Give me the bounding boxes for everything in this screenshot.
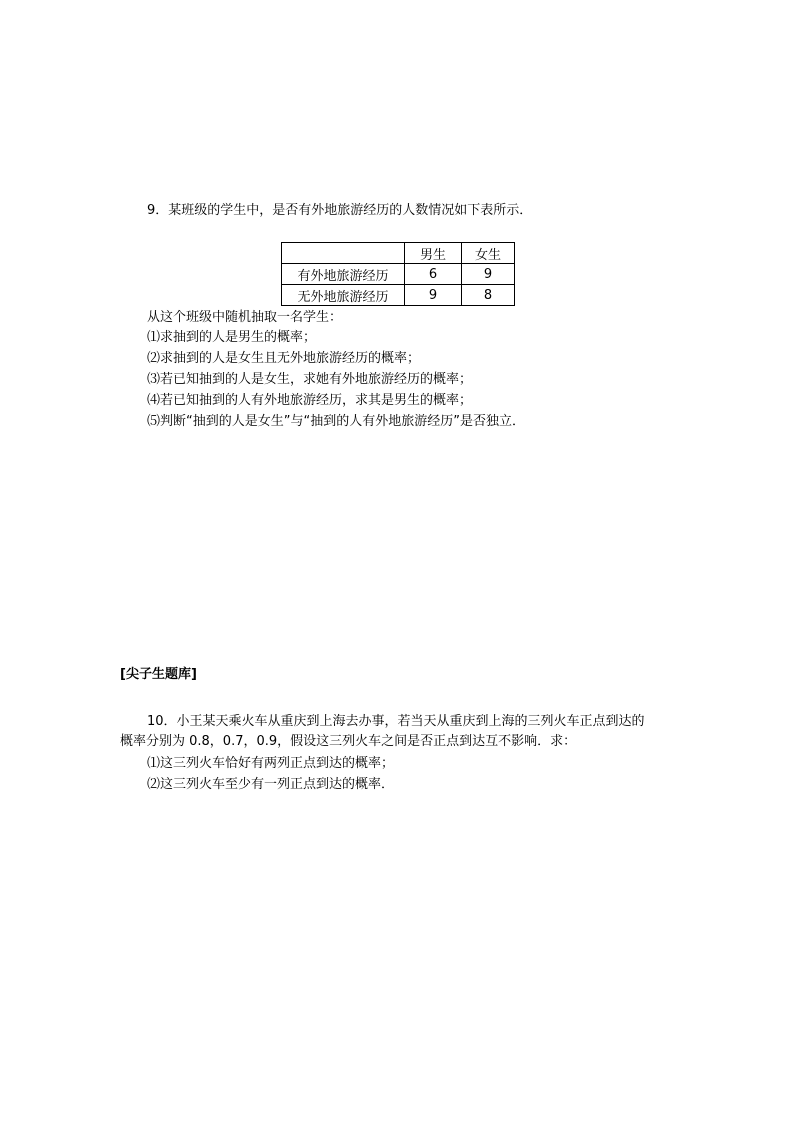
table-row [282,264,515,285]
table-header-row [282,243,515,264]
table-cell: 无外地旅游经历 [282,285,405,306]
question-10-part-2: ⑵这三列火车至少有一列正点到达的概率． [147,777,395,792]
table-cell: 9 [462,264,515,285]
section-title: [尖子生题库] [120,667,197,682]
question-9-part-2: ⑵求抽到的人是女生且无外地旅游经历的概率； [147,351,421,366]
question-10-stem-continued: 概率分别为 0.8，0.7，0.9，假设这三列火车之间是否正点到达互不影响．求： [120,734,577,749]
question-9-part-3: ⑶若已知抽到的人是女生，求她有外地旅游经历的概率； [147,372,473,387]
question-10-stem: 10．小王某天乘火车从重庆到上海去办事，若当天从重庆到上海的三列火车正点到达的 [147,714,645,729]
question-9-part-5: ⑸判断“抽到的人是女生”与“抽到的人有外地旅游经历”是否独立． [147,414,525,429]
table-header-cell [282,243,405,264]
question-9-intro: 从这个班级中随机抽取一名学生： [147,310,343,325]
table-header-cell: 男生 [405,243,462,264]
question-9-part-1: ⑴求抽到的人是男生的概率； [147,330,317,345]
table-header-cell: 女生 [462,243,515,264]
question-9-stem: 9．某班级的学生中，是否有外地旅游经历的人数情况如下表所示． [147,203,533,218]
question-9-part-4: ⑷若已知抽到的人有外地旅游经历，求其是男生的概率； [147,393,473,408]
table-cell: 8 [462,285,515,306]
table-cell: 9 [405,285,462,306]
travel-experience-table [281,242,515,306]
table-cell: 有外地旅游经历 [282,264,405,285]
table-row [282,285,515,306]
table-cell: 6 [405,264,462,285]
question-10-part-1: ⑴这三列火车恰好有两列正点到达的概率； [147,756,395,771]
